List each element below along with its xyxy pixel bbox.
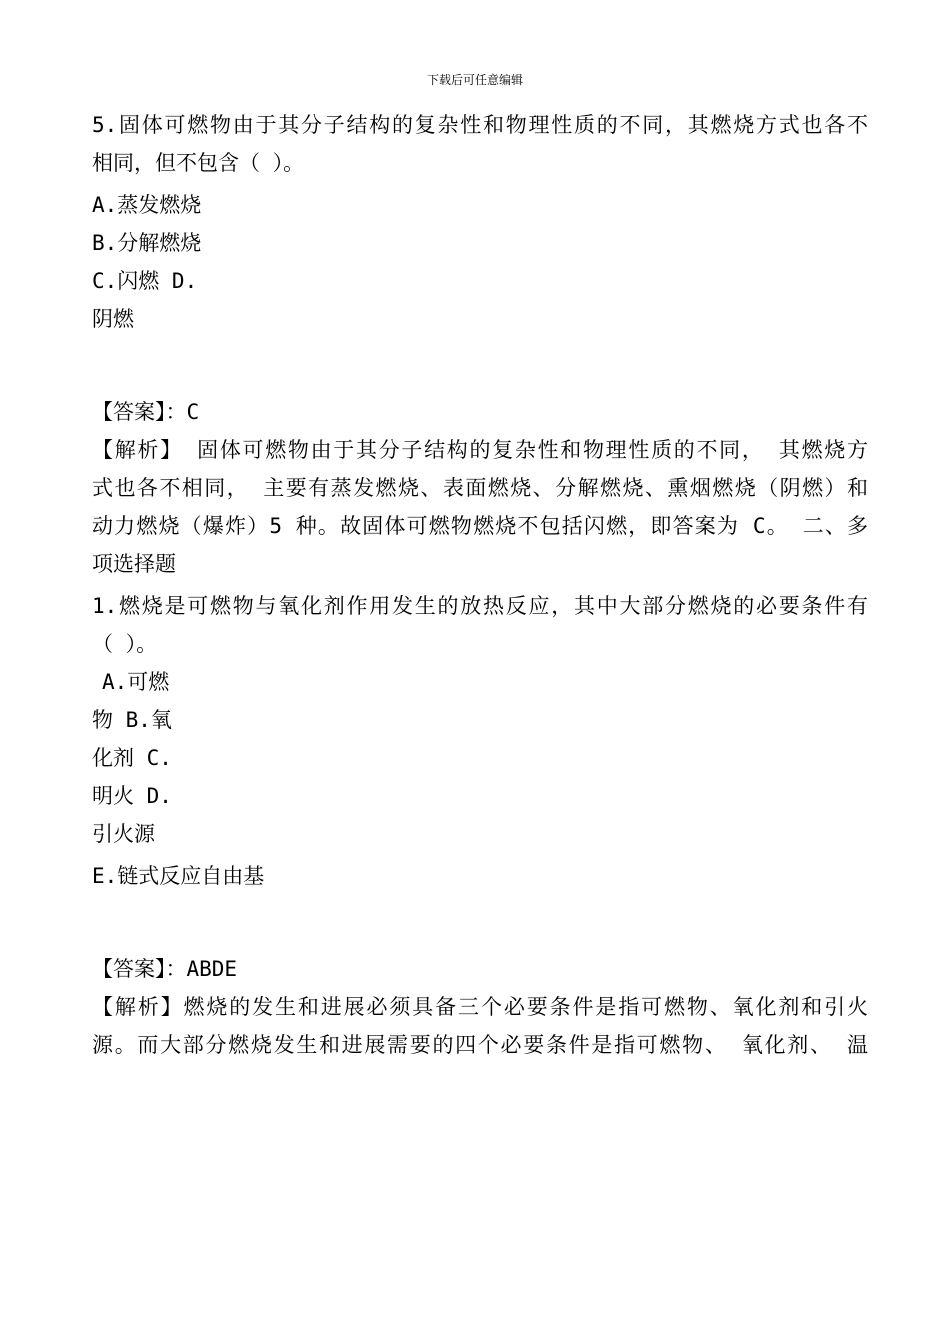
page-header: 下载后可任意编辑 (426, 73, 523, 87)
question-1-option-line-4: 明火 D. (92, 784, 172, 808)
question-5-analysis-line-1: 【解析】 固体可燃物由于其分子结构的复杂性和物理性质的不同， 其燃烧方 (92, 438, 868, 462)
question-5-option-b: B.分解燃烧 (92, 231, 202, 255)
question-1-stem-line-2: （ ）。 (92, 632, 158, 656)
question-1-option-line-1: A.可燃 (102, 670, 170, 694)
question-5-analysis-line-3: 动力燃烧（爆炸）5 种。故固体可燃物燃烧不包括闪燃，即答案为 C。 二、多 (92, 514, 868, 538)
spacer (92, 338, 868, 393)
document-body (92, 106, 868, 1064)
question-1-analysis-line-1: 【解析】燃烧的发生和进展必须具备三个必要条件是指可燃物、氧化剂和引火 (92, 995, 868, 1019)
question-5-stem-line-1: 5.固体可燃物由于其分子结构的复杂性和物理性质的不同，其燃烧方式也各不 (92, 113, 868, 137)
question-5-stem-line-2: 相同，但不包含（ ）。 (92, 151, 305, 175)
question-1-analysis-line-2: 源。而大部分燃烧发生和进展需要的四个必要条件是指可燃物、 氧化剂、 温 (92, 1033, 868, 1057)
question-1-option-line-6: E.链式反应自由基 (92, 864, 265, 888)
question-1-option-line-2: 物 B.氧 (92, 708, 172, 732)
question-5-option-c-d: C.闪燃 D. (92, 269, 198, 293)
question-5-analysis-line-2: 式也各不相同， 主要有蒸发燃烧、表面燃烧、分解燃烧、熏烟燃烧（阴燃）和 (92, 476, 868, 500)
spacer (92, 895, 868, 950)
question-1-option-line-3: 化剂 C. (92, 746, 172, 770)
section-heading-multiple-choice: 项选择题 (92, 552, 176, 576)
question-1-stem-line-1: 1.燃烧是可燃物与氧化剂作用发生的放热反应，其中大部分燃烧的必要条件有 (92, 594, 868, 618)
question-5-option-d-continued: 阴燃 (92, 307, 134, 331)
question-1-answer: 【答案】：ABDE (92, 957, 238, 981)
question-5-answer: 【答案】：C (92, 400, 200, 424)
question-1-option-line-5: 引火源 (92, 822, 155, 846)
question-5-option-a: A.蒸发燃烧 (92, 193, 202, 217)
